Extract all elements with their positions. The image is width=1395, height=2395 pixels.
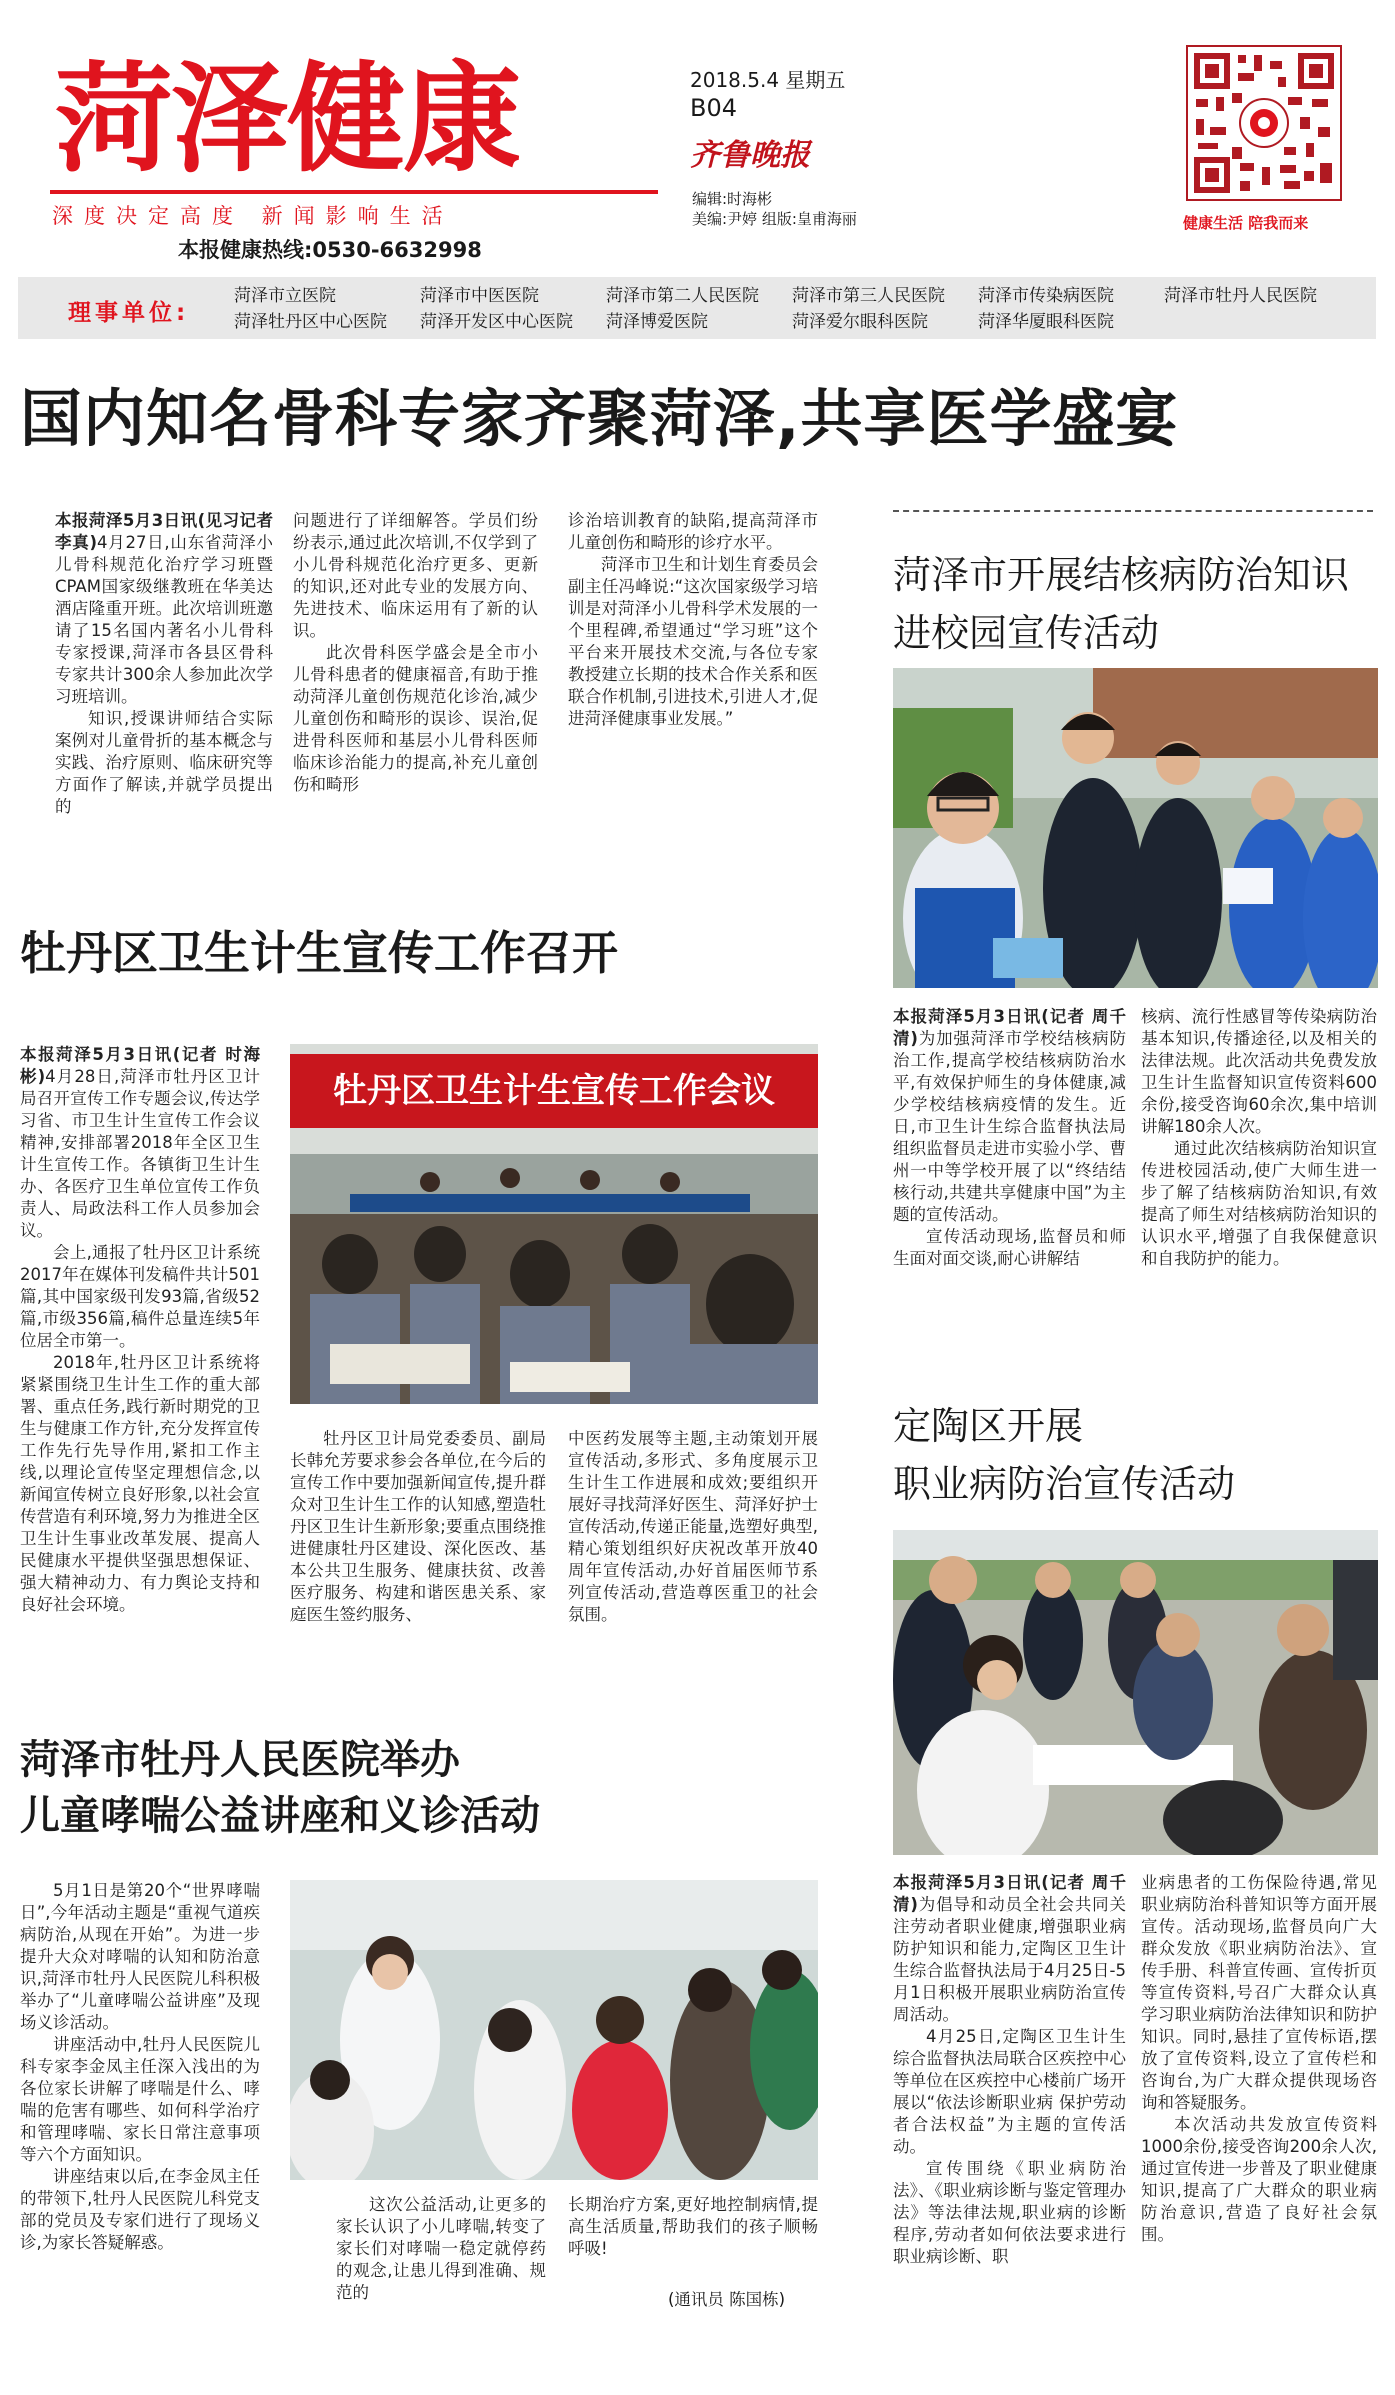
occupational-photo	[893, 1530, 1378, 1855]
member-unit: 菏泽市第三人民医院	[792, 286, 945, 306]
school-photo	[893, 668, 1378, 988]
masthead-title: 菏泽健康	[55, 50, 520, 188]
hotline: 本报健康热线:0530-6632998	[178, 238, 482, 262]
article4-col1	[893, 1006, 1126, 1270]
article5-para: 宣传围绕《职业病防治法》、《职业病诊断与鉴定管理办法》等法律法规,职业病的诊断程序,劳动者如何依法要求进行职业病诊断、职	[893, 2159, 1126, 2266]
page-number: B04	[690, 94, 738, 122]
article3-col3	[568, 2194, 818, 2260]
article5-col1	[893, 1872, 1126, 2268]
issue-date: 2018.5.4 星期五	[690, 68, 846, 92]
occupational-photo-image	[893, 1530, 1378, 1855]
editor-credits	[692, 189, 857, 229]
article3-headline	[20, 1732, 540, 1844]
school-photo-image	[893, 668, 1378, 988]
qr-code[interactable]	[1186, 45, 1342, 201]
article1-col3	[568, 510, 818, 730]
article1-para: 知识,授课讲师结合实际案例对儿童骨折的基本概念与实践、治疗原则、临床研究等方面作了解读,并就学员提出的	[55, 709, 273, 816]
article3-headline-line2: 儿童哮喘公益讲座和义诊活动	[20, 1793, 540, 1839]
article2-para: 2018年,牡丹区卫计系统将紧紧围绕卫生计生工作的重大部署、重点任务,践行新时期党的卫生与健康工作方针,充分发挥宣传工作先行先导作用,紧扣工作主线,以理论宣传坚定理想信念,以新闻宣传树立良好形象,以社会宣传营造有利环境,努力为推进全区卫生计生事业改革发展、提高人民健康水平提供坚强思想保证、强大精神动力、有力舆论支持和良好社会环境。	[20, 1353, 260, 1614]
article2-para: 4月28日,菏泽市牡丹区卫计局召开宣传工作专题会议,传达学习省、市卫生计生宣传工作会议精神,安排部署2018年全区卫生计生宣传工作。各镇街卫生计生办、各医疗卫生单位宣传工作负责人、局政法科工作人员参加会议。	[20, 1067, 260, 1240]
member-units-list	[234, 284, 1374, 334]
article4-headline-line2: 进校园宣传活动	[893, 611, 1160, 655]
masthead-rule	[50, 190, 658, 194]
article4-col2	[1141, 1006, 1377, 1270]
clinic-photo	[290, 1880, 818, 2180]
article2-para: 牡丹区卫计局党委委员、副局长韩允芳要求参会各单位,在今后的宣传工作中要加强新闻宣传,提升群众对卫生计生工作的认知感,塑造牡丹区卫生计生新形象;要重点围绕推进健康牡丹区建设、深化医改、基本公共卫生服务、健康扶贫、改善医疗服务、构建和谐医患关系、家庭医生签约服务、	[290, 1429, 546, 1624]
article3-para: 讲座结束以后,在李金凤主任的带领下,牡丹人民医院儿科党支部的党员及专家们进行了现场义诊,为家长答疑解惑。	[20, 2167, 260, 2252]
article2-headline: 牡丹区卫生计生宣传工作召开	[20, 926, 618, 980]
article3-para: 这次公益活动,让更多的家长认识了小儿哮喘,转变了家长们对哮喘一稳定就停药的观念,让患儿得到准确、规范的	[336, 2195, 546, 2302]
article1-para: 菏泽市卫生和计划生育委员会副主任冯峰说:“这次国家级学习培训是对菏泽小儿骨科学术发展的一个里程碑,希望通过“学习班”这个平台来开展技术交流,与各位专家教授建立长期的技术合作关系和医联合作机制,引进技术,引进人才,促进菏泽健康事业发展。”	[568, 555, 818, 728]
editor-line: 编辑:时海彬	[692, 190, 773, 208]
member-unit: 菏泽市中医医院	[420, 286, 539, 306]
article4-dateline: 本报菏泽5月3日讯(记者 周千清)	[893, 1007, 1126, 1048]
article2-col2	[290, 1428, 546, 1626]
article4-para: 宣传活动现场,监督员和师生面对面交谈,耐心讲解结	[893, 1227, 1126, 1268]
article2-para: 中医药发展等主题,主动策划开展宣传活动,多形式、多角度展示卫生计生工作进展和成效;要组织开展好寻找菏泽好医生、菏泽好护士宣传活动,传递正能量,选塑好典型,精心策划组织好庆祝改革开放40周年宣传活动,办好首届医师节系列宣传活动,营造尊医重卫的社会氛围。	[568, 1429, 818, 1624]
article4-para: 核病、流行性感冒等传染病防治基本知识,传播途径,以及相关的法律法规。此次活动共免费发放卫生计生监督知识宣传资料600余份,接受咨询60余次,集中培训讲解180余人次。	[1141, 1007, 1377, 1136]
article4-headline-line1: 菏泽市开展结核病防治知识	[893, 553, 1350, 597]
member-unit: 菏泽爱尔眼科医院	[792, 312, 928, 332]
member-unit: 菏泽开发区中心医院	[420, 312, 573, 332]
article1-para: 问题进行了详细解答。学员们纷纷表示,通过此次培训,不仅学到了小儿骨科规范化治疗更多、更新的知识,还对此专业的发展方向、先进技术、临床运用有了新的认识。	[293, 511, 538, 640]
article5-para: 业病患者的工伤保险待遇,常见职业病防治科普知识等方面开展宣传。活动现场,监督员向广大群众发放《职业病防治法》、宣传手册、科普宣传画、宣传折页等宣传资料,号召广大群众认真学习职业病防治法律知识和防护知识。同时,悬挂了宣传标语,摆放了宣传资料,设立了宣传栏和咨询台,为广大群众提供现场咨询和答疑服务。	[1141, 1873, 1377, 2112]
meeting-banner-text: 牡丹区卫生计生宣传工作会议	[333, 1071, 775, 1111]
article4-headline	[893, 546, 1349, 662]
article1-para: 诊治培训教育的缺陷,提高菏泽市儿童创伤和畸形的诊疗水平。	[568, 511, 818, 552]
article1-col2	[293, 510, 538, 796]
article2-dateline: 本报菏泽5月3日讯(记者 时海彬)	[20, 1045, 260, 1086]
article3-byline: (通讯员 陈国栋)	[668, 2290, 786, 2309]
article5-headline-line2: 职业病防治宣传活动	[893, 1462, 1236, 1506]
design-line: 美编:尹婷 组版:皇甫海丽	[692, 210, 857, 228]
article5-para: 为倡导和动员全社会共同关注劳动者职业健康,增强职业病防护知识和能力,定陶区卫生计生综合监督执法局于4月25日-5月1日积极开展职业病防治宣传周活动。	[893, 1895, 1127, 2024]
article4-para: 为加强菏泽市学校结核病防治工作,提高学校结核病防治水平,有效保护师生的身体健康,减少学校结核病疫情的发生。近日,市卫生计生综合监督执法局组织监督员走进市实验小学、曹州一中等学校开展了以“终结结核行动,共建共享健康中国”为主题的宣传活动。	[893, 1029, 1127, 1224]
article3-col1	[20, 1880, 260, 2254]
article1-col1	[55, 510, 273, 818]
member-unit: 菏泽博爱医院	[606, 312, 708, 332]
article3-para: 长期治疗方案,更好地控制病情,提高生活质量,帮助我们的孩子顺畅呼吸!	[568, 2195, 818, 2258]
article1-para: 此次骨科医学盛会是全市小儿骨科患者的健康福音,有助于推动菏泽儿童创伤规范化诊治,减少儿童创伤和畸形的误诊、误治,促进骨科医师和基层小儿骨科医师临床诊治能力的提高,补充儿童创伤和畸形	[293, 643, 538, 794]
clinic-photo-image	[290, 1880, 818, 2180]
meeting-photo	[290, 1044, 818, 1404]
article5-dateline: 本报菏泽5月3日讯(记者 周千清)	[893, 1873, 1126, 1914]
article2-col3	[568, 1428, 818, 1626]
member-unit: 菏泽牡丹区中心医院	[234, 312, 387, 332]
meeting-photo-image	[290, 1044, 818, 1404]
article3-para: 5月1日是第20个“世界哮喘日”,今年活动主题是“重视气道疾病防治,从现在开始”。为进一步提升大众对哮喘的认知和防治意识,菏泽市牡丹人民医院儿科积极举办了“儿童哮喘公益讲座”及现场义诊活动。	[20, 1881, 260, 2032]
masthead-slogan: 深度决定高度 新闻影响生活	[52, 204, 454, 228]
member-unit: 菏泽华厦眼科医院	[978, 312, 1114, 332]
article5-para: 本次活动共发放宣传资料1000余份,接受咨询200余人次,通过宣传进一步普及了职业健康知识,提高了广大群众的职业病防治意识,营造了良好社会氛围。	[1141, 2115, 1377, 2244]
article2-para: 会上,通报了牡丹区卫计系统2017年在媒体刊发稿件共计501篇,其中国家级刊发93篇,省级52篇,市级356篇,稿件总量连续5年位居全市第一。	[20, 1243, 260, 1350]
article1-headline: 国内知名骨科专家齐聚菏泽,共享医学盛宴	[20, 382, 1179, 455]
article5-para: 4月25日,定陶区卫生计生综合监督执法局联合区疾控中心等单位在区疾控中心楼前广场开展以“依法诊断职业病 保护劳动者合法权益”为主题的宣传活动。	[893, 2027, 1126, 2156]
member-unit: 菏泽市立医院	[234, 286, 336, 306]
newspaper-brand: 齐鲁晚报	[690, 138, 810, 173]
member-unit: 菏泽市传染病医院	[978, 286, 1114, 306]
article4-para: 通过此次结核病防治知识宣传进校园活动,使广大师生进一步了解了结核病防治知识,有效提高了师生对结核病防治知识的认识水平,增强了自我保健意识和自我防护的能力。	[1141, 1139, 1377, 1268]
member-unit: 菏泽市第二人民医院	[606, 286, 759, 306]
article3-para: 讲座活动中,牡丹人民医院儿科专家李金凤主任深入浅出的为各位家长讲解了哮喘是什么、哮喘的危害有哪些、如何科学治疗和管理哮喘、家长日常注意事项等六个方面知识。	[20, 2035, 260, 2164]
article3-col2	[336, 2194, 546, 2304]
article1-dateline: 本报菏泽5月3日讯(见习记者 李真)	[55, 511, 273, 552]
right-column-rule	[893, 510, 1373, 512]
article5-headline	[893, 1397, 1235, 1513]
article2-col1	[20, 1044, 260, 1616]
article5-col2	[1141, 1872, 1377, 2246]
qr-caption: 健康生活 陪我而来	[1183, 214, 1309, 232]
qr-code-graphic	[1188, 47, 1340, 199]
article1-para: 4月27日,山东省菏泽小儿骨科规范化治疗学习班暨CPAM国家级继教班在华美达酒店隆重开班。此次培训班邀请了15名国内著名小儿骨科专家授课,菏泽市各县区骨科专家共计300余人参加此次学习班培训。	[55, 533, 273, 706]
article5-headline-line1: 定陶区开展	[893, 1404, 1084, 1448]
member-units-label: 理事单位:	[68, 300, 190, 326]
member-unit: 菏泽市牡丹人民医院	[1164, 286, 1317, 306]
article3-headline-line1: 菏泽市牡丹人民医院举办	[20, 1737, 460, 1783]
